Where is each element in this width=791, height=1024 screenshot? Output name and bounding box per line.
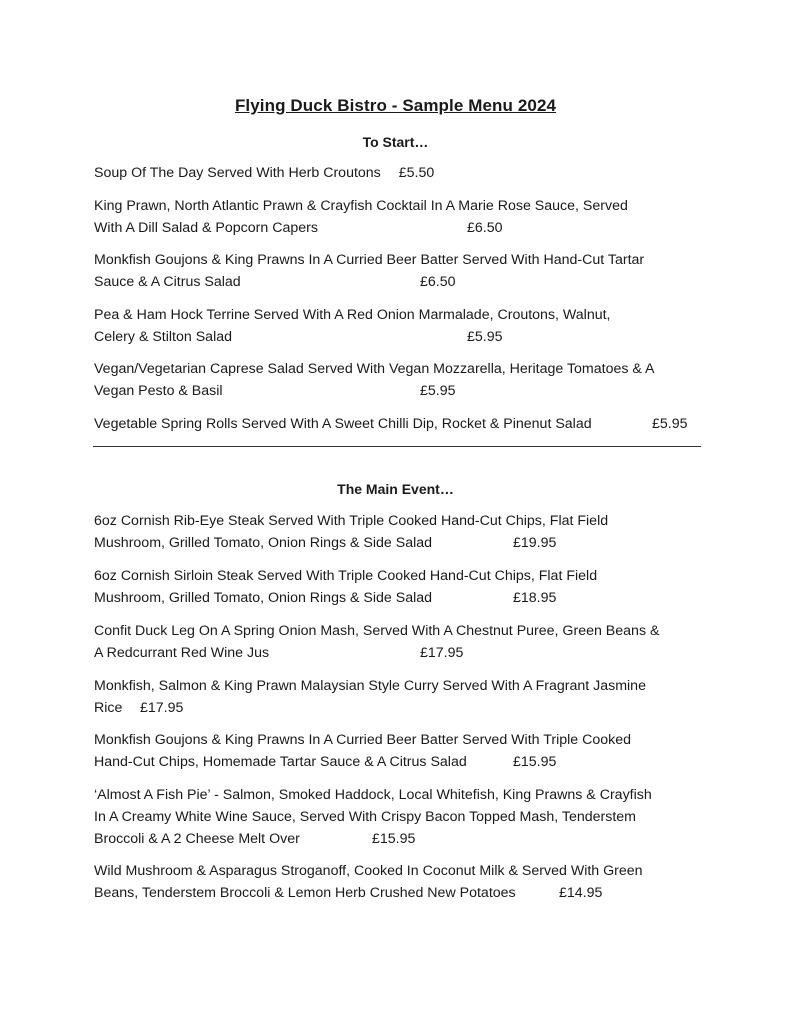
section-heading-mains: The Main Event… [337,481,454,497]
starter-item [94,413,704,435]
item-price: £6.50 [467,220,503,236]
item-description: Monkfish, Salmon & King Prawn Malaysian Style Curry Served With A Fragrant Jasmine [94,678,646,694]
item-description: A Redcurrant Red Wine Jus [94,645,270,661]
starter-item [94,304,704,348]
item-description: Wild Mushroom & Asparagus Stroganoff, Cooked In Coconut Milk & Served With Green [94,863,643,879]
item-price: £17.95 [140,700,184,716]
item-description: 6oz Cornish Rib-Eye Steak Served With Triple Cooked Hand-Cut Chips, Flat Field [94,513,609,529]
item-description: Monkfish Goujons & King Prawns In A Curried Beer Batter Served With Hand-Cut Tartar [94,252,645,268]
item-description: Monkfish Goujons & King Prawns In A Curried Beer Batter Served With Triple Cooked [94,732,632,748]
item-description: Confit Duck Leg On A Spring Onion Mash, Served With A Chestnut Puree, Green Beans & [94,623,660,639]
item-description: Vegan Pesto & Basil [94,383,223,399]
main-item [94,565,704,609]
item-description: Sauce & A Citrus Salad [94,274,241,290]
item-description: In A Creamy White Wine Sauce, Served With Crispy Bacon Topped Mash, Tenderstem [94,809,636,825]
main-item [94,620,704,664]
item-price: £17.95 [420,645,464,661]
main-item [94,729,704,773]
item-price: £5.95 [420,383,456,399]
starter-item [94,249,704,293]
item-price: £18.95 [513,590,557,606]
item-price: £15.95 [513,754,557,770]
item-description: Beans, Tenderstem Broccoli & Lemon Herb Crushed New Potatoes [94,885,516,901]
menu-title: Flying Duck Bistro - Sample Menu 2024 [234,96,557,115]
item-price: £5.50 [398,165,435,181]
item-description: Hand-Cut Chips, Homemade Tartar Sauce & A Citrus Salad [94,754,467,770]
item-description: King Prawn, North Atlantic Prawn & Crayfish Cocktail In A Marie Rose Sauce, Served [94,198,628,214]
main-item [94,675,704,719]
section-heading-starters: To Start… [362,134,429,150]
item-price: £6.50 [420,274,456,290]
starter-item [94,358,704,402]
item-description: Mushroom, Grilled Tomato, Onion Rings & Side Salad [94,535,433,551]
main-item [94,510,704,554]
starter-item [94,162,704,184]
item-description: Rice [94,700,123,716]
main-item [94,860,704,904]
item-description: Pea & Ham Hock Terrine Served With A Red Onion Marmalade, Croutons, Walnut, [94,307,611,323]
starter-item [94,195,704,239]
item-description: Vegetable Spring Rolls Served With A Sweet Chilli Dip, Rocket & Pinenut Salad [94,416,592,432]
item-price: £15.95 [372,831,416,847]
item-price: £14.95 [559,885,603,901]
item-description: Mushroom, Grilled Tomato, Onion Rings & Side Salad [94,590,433,606]
item-description: Celery & Stilton Salad [94,329,233,345]
item-description: Soup Of The Day Served With Herb Croutons [94,165,381,181]
item-description: ‘Almost A Fish Pie’ - Salmon, Smoked Haddock, Local Whitefish, King Prawns & Crayfish [94,787,652,803]
item-price: £5.95 [652,416,688,432]
item-description: 6oz Cornish Sirloin Steak Served With Triple Cooked Hand-Cut Chips, Flat Field [94,568,598,584]
item-price: £19.95 [513,535,557,551]
main-item [94,784,704,850]
item-description: With A Dill Salad & Popcorn Capers [94,220,318,236]
section-divider [93,446,701,447]
item-description: Broccoli & A 2 Cheese Melt Over [94,831,300,847]
item-description: Vegan/Vegetarian Caprese Salad Served With Vegan Mozzarella, Heritage Tomatoes & A [94,361,655,377]
item-price: £5.95 [467,329,503,345]
